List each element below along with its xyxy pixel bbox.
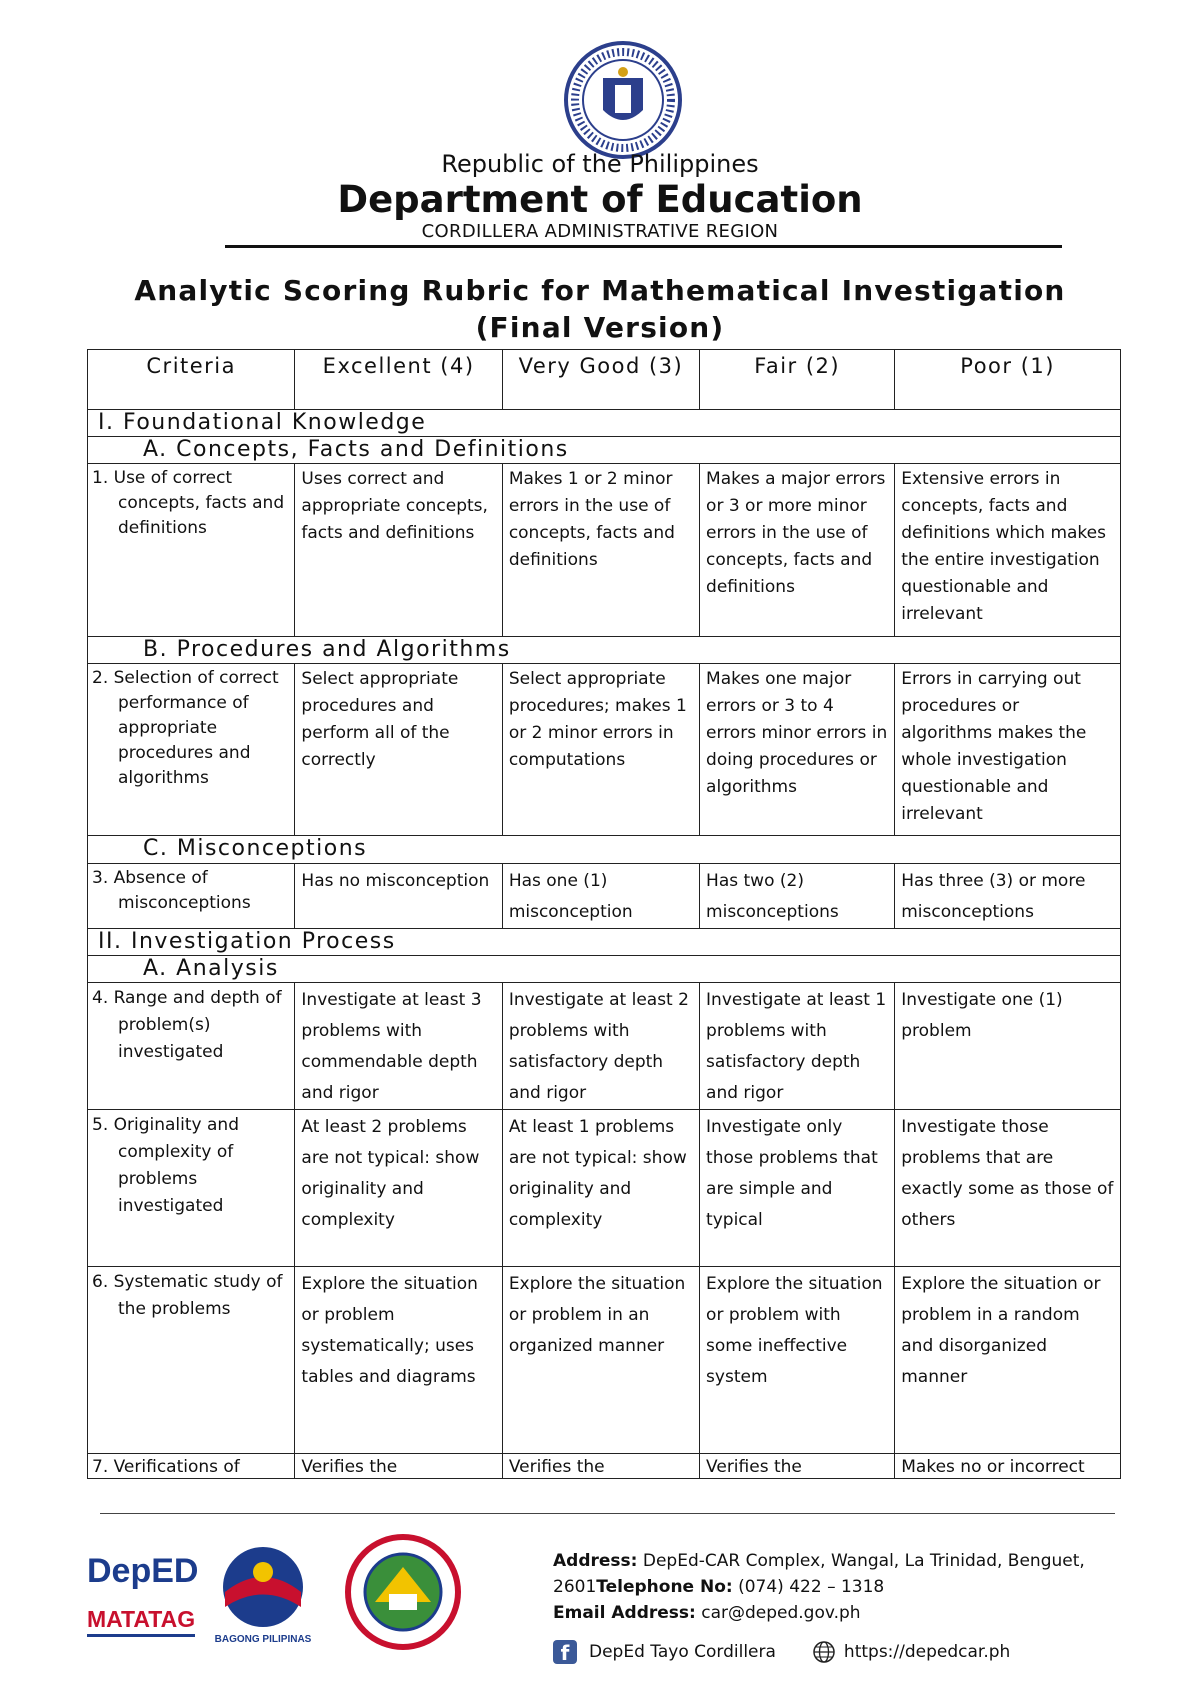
phone-label: Telephone No: (596, 1577, 733, 1597)
bagong-pilipinas-logo (215, 1547, 312, 1645)
section-foundational-knowledge: I. Foundational Knowledge (88, 410, 1121, 437)
criteria-cell: 2. Selection of correct performance of appropriate procedures and algorithms (88, 664, 295, 836)
fair-cell: Explore the situation or problem with some ineffective system (700, 1267, 895, 1454)
deped-matatag-logo (87, 1552, 198, 1637)
footer-divider (100, 1513, 1115, 1514)
matatag-logo-text: MATATAG (87, 1606, 196, 1632)
title-line-2: (Final Version) (475, 311, 725, 344)
fair-cell: Verifies the (700, 1454, 895, 1479)
address-line2: 2601 (553, 1577, 597, 1597)
fair-cell: Has two (2) misconceptions (700, 864, 895, 929)
bagong-pilipinas-text: BAGONG PILIPINAS (214, 1634, 312, 1645)
section-row (88, 410, 1121, 437)
header-excellent: Excellent (4) (295, 350, 502, 410)
fair-cell: Makes one major errors or 3 to 4 errors minor errors in doing procedures or algorithms (700, 664, 895, 836)
facebook-link[interactable]: DepEd Tayo Cordillera (589, 1642, 776, 1662)
excellent-cell: Verifies the (295, 1454, 502, 1479)
email-line (553, 1600, 1085, 1626)
poor-cell: Has three (3) or more misconceptions (895, 864, 1121, 929)
department-name: Department of Education (337, 178, 863, 221)
subsection-row (88, 956, 1121, 983)
very-good-cell: Explore the situation or problem in an organized manner (502, 1267, 699, 1454)
globe-icon (812, 1640, 836, 1664)
address-line (553, 1548, 1085, 1574)
address-value: DepEd-CAR Complex, Wangal, La Trinidad, Benguet, (637, 1551, 1085, 1571)
criteria-cell: 1. Use of correct concepts, facts and definitions (88, 464, 295, 637)
document-title (0, 272, 1200, 346)
excellent-cell: Investigate at least 3 problems with commendable depth and rigor (295, 983, 502, 1110)
header-fair: Fair (2) (700, 350, 895, 410)
table-row (88, 1454, 1121, 1479)
header-criteria: Criteria (88, 350, 295, 410)
subsection-procedures: B. Procedures and Algorithms (88, 637, 1121, 664)
address-label: Address: (553, 1551, 638, 1571)
subsection-row (88, 437, 1121, 464)
regional-seal-logo (348, 1537, 458, 1647)
subsection-misconceptions: C. Misconceptions (88, 836, 1121, 864)
very-good-cell: Has one (1) misconception (502, 864, 699, 929)
facebook-icon: f (553, 1640, 577, 1664)
subsection-analysis: A. Analysis (88, 956, 1121, 983)
poor-cell: Errors in carrying out procedures or algorithms makes the whole investigation questionable and irrelevant (895, 664, 1121, 836)
header-very-good: Very Good (3) (502, 350, 699, 410)
deped-logo-text: DepED (87, 1552, 199, 1590)
social-links (553, 1640, 1010, 1664)
subsection-row (88, 836, 1121, 864)
phone-value: (074) 422 – 1318 (732, 1577, 885, 1597)
phone-line (553, 1574, 1085, 1600)
criteria-cell: 5. Originality and complexity of problems investigated (88, 1110, 295, 1267)
excellent-cell: Select appropriate procedures and perform all of the correctly (295, 664, 502, 836)
title-line-1: Analytic Scoring Rubric for Mathematical Investigation (134, 274, 1066, 307)
excellent-cell: Uses correct and appropriate concepts, facts and definitions (295, 464, 502, 637)
poor-cell: Investigate those problems that are exactly some as those of others (895, 1110, 1121, 1267)
email-label: Email Address: (553, 1603, 696, 1623)
table-row (88, 864, 1121, 929)
contact-info (553, 1548, 1085, 1626)
subsection-concepts: A. Concepts, Facts and Definitions (88, 437, 1121, 464)
poor-cell: Explore the situation or problem in a random and disorganized manner (895, 1267, 1121, 1454)
poor-cell: Investigate one (1) problem (895, 983, 1121, 1110)
very-good-cell: Verifies the (502, 1454, 699, 1479)
excellent-cell: At least 2 problems are not typical: show originality and complexity (295, 1110, 502, 1267)
subsection-row (88, 637, 1121, 664)
very-good-cell: Makes 1 or 2 minor errors in the use of concepts, facts and definitions (502, 464, 699, 637)
excellent-cell: Explore the situation or problem systematically; uses tables and diagrams (295, 1267, 502, 1454)
table-row (88, 664, 1121, 836)
poor-cell: Extensive errors in concepts, facts and definitions which makes the entire investigation questionable and irrelevant (895, 464, 1121, 637)
website-link[interactable]: https://depedcar.ph (843, 1642, 1011, 1662)
table-row (88, 464, 1121, 637)
criteria-cell: 4. Range and depth of problem(s) investigated (88, 983, 295, 1110)
criteria-cell: 3. Absence of misconceptions (88, 864, 295, 929)
header-divider (225, 245, 1062, 248)
fair-cell: Makes a major errors or 3 or more minor errors in the use of concepts, facts and definitions (700, 464, 895, 637)
rubric-table (87, 349, 1121, 1479)
section-row (88, 929, 1121, 956)
footer-logos (85, 1532, 465, 1662)
very-good-cell: At least 1 problems are not typical: show originality and complexity (502, 1110, 699, 1267)
very-good-cell: Select appropriate procedures; makes 1 or 2 minor errors in computations (502, 664, 699, 836)
table-row (88, 1110, 1121, 1267)
region-name: CORDILLERA ADMINISTRATIVE REGION (421, 221, 779, 242)
section-investigation-process: II. Investigation Process (88, 929, 1121, 956)
email-value[interactable]: car@deped.gov.ph (695, 1603, 861, 1623)
poor-cell: Makes no or incorrect (895, 1454, 1121, 1479)
criteria-cell: 6. Systematic study of the problems (88, 1267, 295, 1454)
fair-cell: Investigate at least 1 problems with satisfactory depth and rigor (700, 983, 895, 1110)
fair-cell: Investigate only those problems that are simple and typical (700, 1110, 895, 1267)
deped-seal-logo (563, 40, 683, 160)
criteria-cell: 7. Verifications of (88, 1454, 295, 1479)
table-header-row (88, 350, 1121, 410)
republic-label: Republic of the Philippines (441, 150, 759, 178)
header-poor: Poor (1) (895, 350, 1121, 410)
table-row (88, 983, 1121, 1110)
table-row (88, 1267, 1121, 1454)
very-good-cell: Investigate at least 2 problems with satisfactory depth and rigor (502, 983, 699, 1110)
excellent-cell: Has no misconception (295, 864, 502, 929)
